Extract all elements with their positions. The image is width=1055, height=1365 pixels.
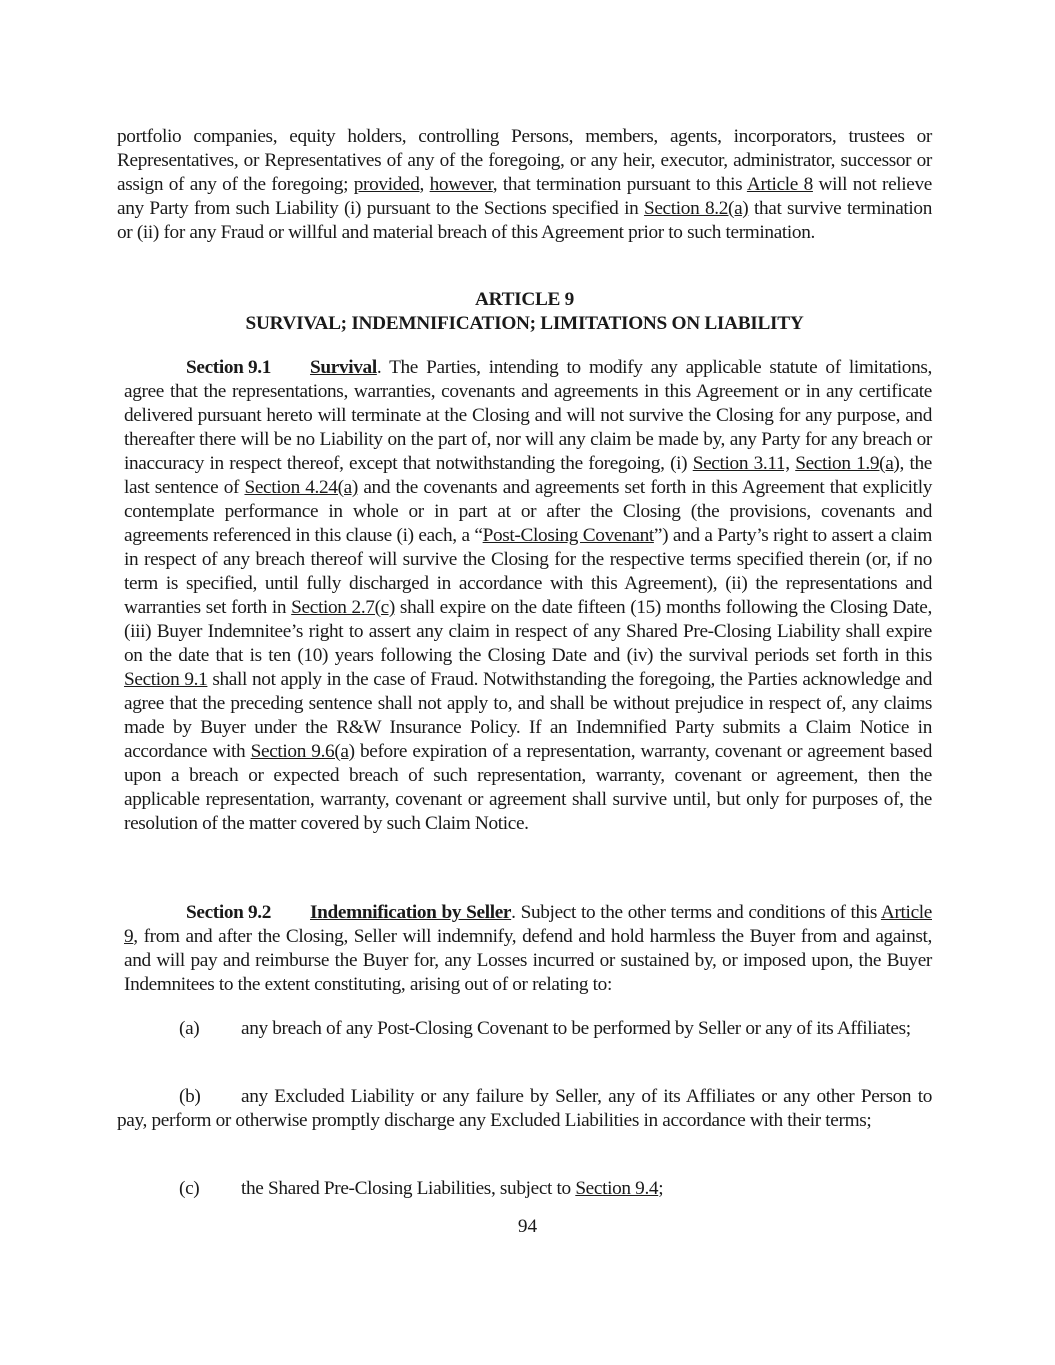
section-9-2-number: Section 9.2: [186, 902, 272, 923]
clause-label: (a): [179, 1018, 200, 1039]
section-9-6a-link[interactable]: Section 9.6(a): [250, 741, 355, 762]
text-run: and the covenants and agreements set forth in this Agreement that explicitly contemplate performance in whole or in part at or after the Closing (the provisions, covenants and agreements referenced in this clause (i) each, a “: [124, 477, 932, 546]
text-run: , the last sentence of: [124, 453, 932, 498]
section-9-2-title: Indemnification by Seller: [310, 902, 512, 923]
clause-label: (c): [179, 1178, 200, 1199]
clause-c: [117, 1177, 932, 1201]
article-9-link[interactable]: Article 9: [124, 902, 932, 947]
text-run: ”) and a Party’s right to assert a claim in respect of any breach thereof will survive the Closing for the respective terms specified therein (or, if no term is specified, until fully discharged in accordance with this Agreement), (ii) the representations and warranties set forth in: [124, 525, 933, 618]
section-9-1-paragraph: [124, 356, 932, 836]
section-2-7c-link[interactable]: Section 2.7(c): [291, 597, 395, 618]
however-term: however: [429, 174, 493, 195]
text-run: before expiration of a representation, warranty, covenant or agreement based upon a breach or expected breach of such representation, warranty, covenant or agreement, then the applicable representation, warranty, covenant or agreement shall survive until, but only for purposes of, the resolution of the matter covered by such Claim Notice.: [124, 741, 932, 834]
clause-text: any breach of any Post-Closing Covenant to be performed by Seller or any of its Affiliates;: [241, 1018, 911, 1039]
section-9-1-title: Survival: [310, 357, 377, 378]
post-closing-covenant-term: Post-Closing Covenant: [482, 525, 654, 546]
clause-text: any Excluded Liability or any failure by Seller, any of its Affiliates or any other Person to pay, perform or otherwise promptly discharge any Excluded Liabilities in accordance with their terms;: [117, 1086, 932, 1131]
section-4-24a-link[interactable]: Section 4.24(a): [244, 477, 358, 498]
text-run: . The Parties, intending to modify any applicable statute of limitations, agree that the representations, warranties, covenants and agreements in this Agreement or in any certificate delivered pursuant hereto will terminate at the Closing and will not survive the Closing for any purpose, and thereafter there will be no Liability on the part of, nor will any claim be made by, any Party for any breach or inaccuracy in respect thereof, except that notwithstanding the foregoing, (i): [124, 357, 932, 474]
clause-b: [117, 1085, 932, 1133]
text-run: that survive termination or (ii) for any Fraud or willful and material breach of this Agreement prior to such termination.: [117, 198, 932, 243]
text-run: shall not apply in the case of Fraud. Notwithstanding the foregoing, the Parties acknowledge and agree that the preceding sentence shall not apply to, and shall be without prejudice in respect of, any claims made by Buyer under the R&W Insurance Policy. If an Indemnified Party submits a Claim Notice in accordance with: [124, 669, 932, 762]
continuation-paragraph: [117, 125, 932, 245]
clause-label: (b): [179, 1086, 201, 1107]
text-run: , from and after the Closing, Seller will indemnify, defend and hold harmless the Buyer from and against, and will pay and reimburse the Buyer for, any Losses incurred or sustained by, or imposed upon, the Buyer Indemnitees to the extent constituting, arising out of or relating to:: [124, 926, 932, 995]
clause-text: the Shared Pre-Closing Liabilities, subject to: [241, 1178, 576, 1199]
clause-a: [117, 1017, 932, 1041]
section-9-1-link[interactable]: Section 9.1: [124, 669, 208, 690]
article-8-link[interactable]: Article 8: [746, 174, 813, 195]
section-9-1-number: Section 9.1: [186, 357, 272, 378]
section-1-9a-link[interactable]: Section 1.9(a): [795, 453, 900, 474]
section-8-2a-link[interactable]: Section 8.2(a): [643, 198, 749, 219]
text-run: , that termination pursuant to this: [492, 174, 747, 195]
section-9-2-paragraph: [124, 901, 932, 997]
article-title-heading: SURVIVAL; INDEMNIFICATION; LIMITATIONS ON LIABILITY: [245, 313, 804, 334]
page-number: 94: [517, 1216, 538, 1237]
section-3-11-link[interactable]: Section 3.11,: [692, 453, 790, 474]
provided-term: provided: [353, 174, 420, 195]
clause-tail: ;: [658, 1178, 664, 1199]
article-number-heading: ARTICLE 9: [475, 289, 574, 310]
text-run: . Subject to the other terms and conditions of this: [511, 902, 881, 923]
text-run: ,: [419, 174, 430, 195]
section-9-4-link[interactable]: Section 9.4: [575, 1178, 659, 1199]
text-run: portfolio companies, equity holders, controlling Persons, members, agents, incorporators, trustees or Representatives, or Representatives of any of the foregoing, or any heir, executor, administrator, successor or assign of any of the foregoing;: [117, 126, 932, 195]
text-run: will not relieve any Party from such Liability (i) pursuant to the Sections specified in: [117, 174, 933, 219]
text-run: shall expire on the date fifteen (15) months following the Closing Date, (iii) Buyer Indemnitee’s right to assert any claim in respect of any Shared Pre-Closing Liability shall expire on the date that is ten (10) years following the Closing Date and (iv) the survival periods set forth in this: [124, 597, 932, 666]
